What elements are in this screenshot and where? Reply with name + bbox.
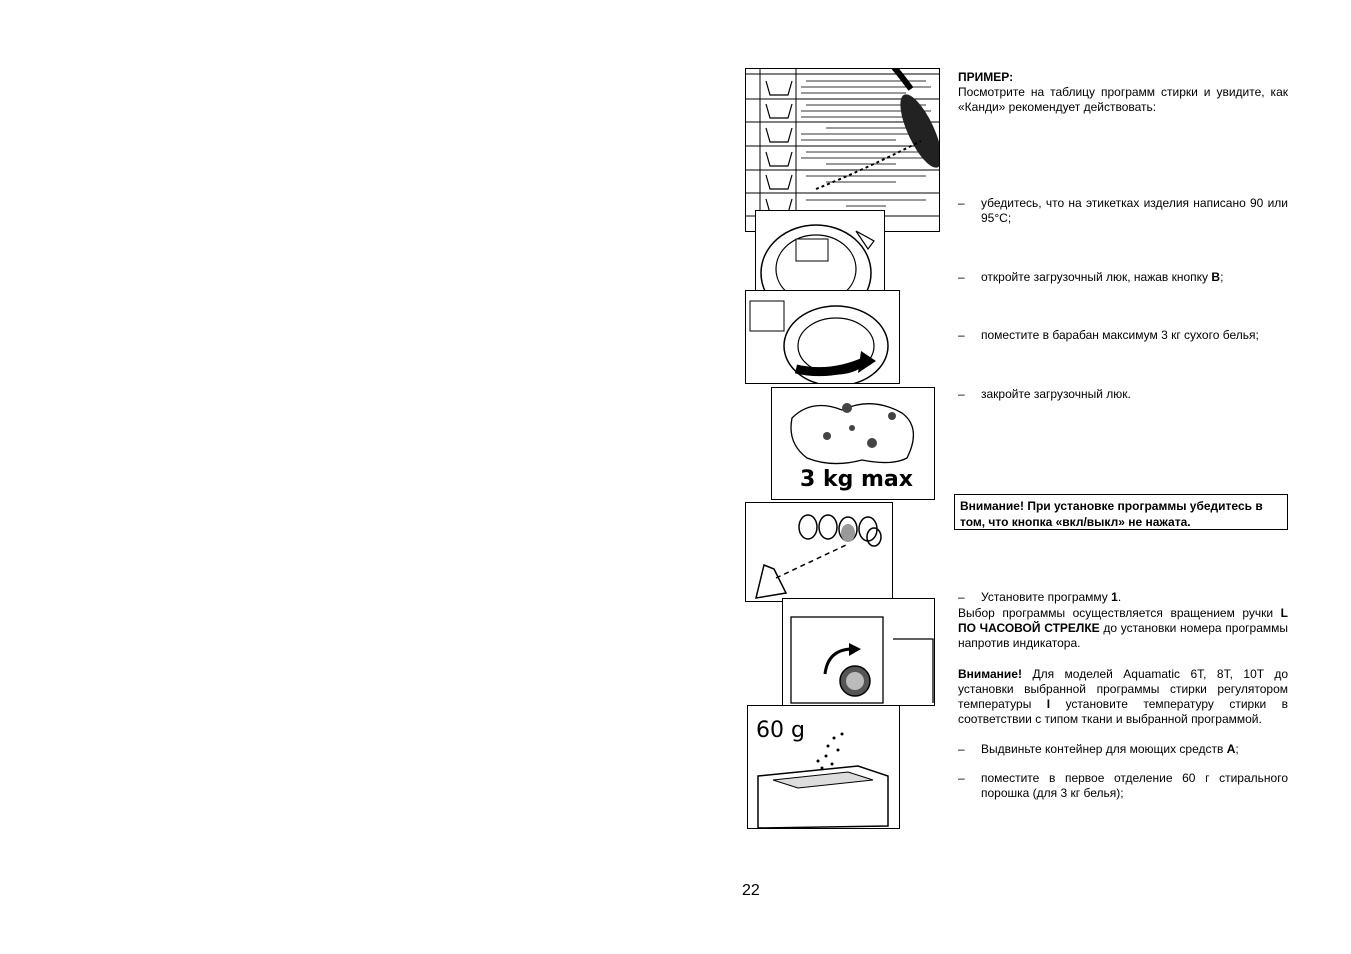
load-limit-label: 3 kg max bbox=[800, 467, 913, 492]
program-number: 1 bbox=[1111, 590, 1118, 604]
example-heading: ПРИМЕР: bbox=[958, 70, 1014, 84]
page-number: 22 bbox=[742, 882, 760, 899]
step-close-door: – закройте загрузочный люк. bbox=[958, 387, 1131, 401]
powder-label: 60 g bbox=[756, 718, 805, 743]
program-dial-illustration bbox=[782, 598, 935, 706]
load-limit-illustration bbox=[771, 387, 935, 500]
detergent-illustration bbox=[747, 705, 900, 829]
buttons-illustration bbox=[745, 502, 893, 602]
dial-drawing bbox=[783, 599, 935, 706]
step-add-powder: – поместите в первое отделение 60 г стирального порошка (для 3 кг белья); bbox=[958, 771, 1288, 800]
example-intro: Посмотрите на таблицу программ стирки и увидите, как «Канди» рекомендует действовать: bbox=[958, 85, 1288, 114]
warning-box: Внимание! При установке программы убедитесь в том, что кнопка «вкл/выкл» не нажата. bbox=[954, 494, 1288, 530]
drum-drawing bbox=[746, 291, 900, 384]
program-table-drawing bbox=[746, 69, 940, 232]
step-open-drawer: – Выдвиньте контейнер для моющих средств А; bbox=[958, 742, 1239, 756]
step-open-door: – откройте загрузочный люк, нажав кнопку В; bbox=[958, 270, 1224, 284]
door-open-illustration bbox=[755, 210, 885, 300]
attention-paragraph: Внимание! Для моделей Aquamatic 6T, 8T, 10T до установки выбранной программы стирки регулятором температуры I установите температуру стирки в соответствии с типом ткани и выбранной программой. bbox=[958, 667, 1288, 726]
step-check-label: – убедитесь, что на этикетках изделия написано 90 или 95°С; bbox=[958, 196, 1288, 225]
step-load-drum: – поместите в барабан максимум 3 кг сухого белья; bbox=[958, 328, 1259, 342]
program-table-illustration bbox=[745, 68, 940, 232]
step-check-text: убедитесь, что на этикетках изделия написано 90 или 95°С; bbox=[981, 196, 1288, 225]
button-b-ref: В bbox=[1211, 270, 1221, 284]
drum-loading-illustration bbox=[745, 290, 900, 384]
door-drawing bbox=[756, 211, 885, 300]
buttons-drawing bbox=[746, 503, 893, 602]
step-set-program: – Установите программу 1. bbox=[958, 590, 1122, 604]
program-selection-paragraph: Выбор программы осуществляется вращением ручки L ПО ЧАСОВОЙ СТРЕЛКЕ до установки номера программы напротив индикатора. bbox=[958, 606, 1289, 650]
